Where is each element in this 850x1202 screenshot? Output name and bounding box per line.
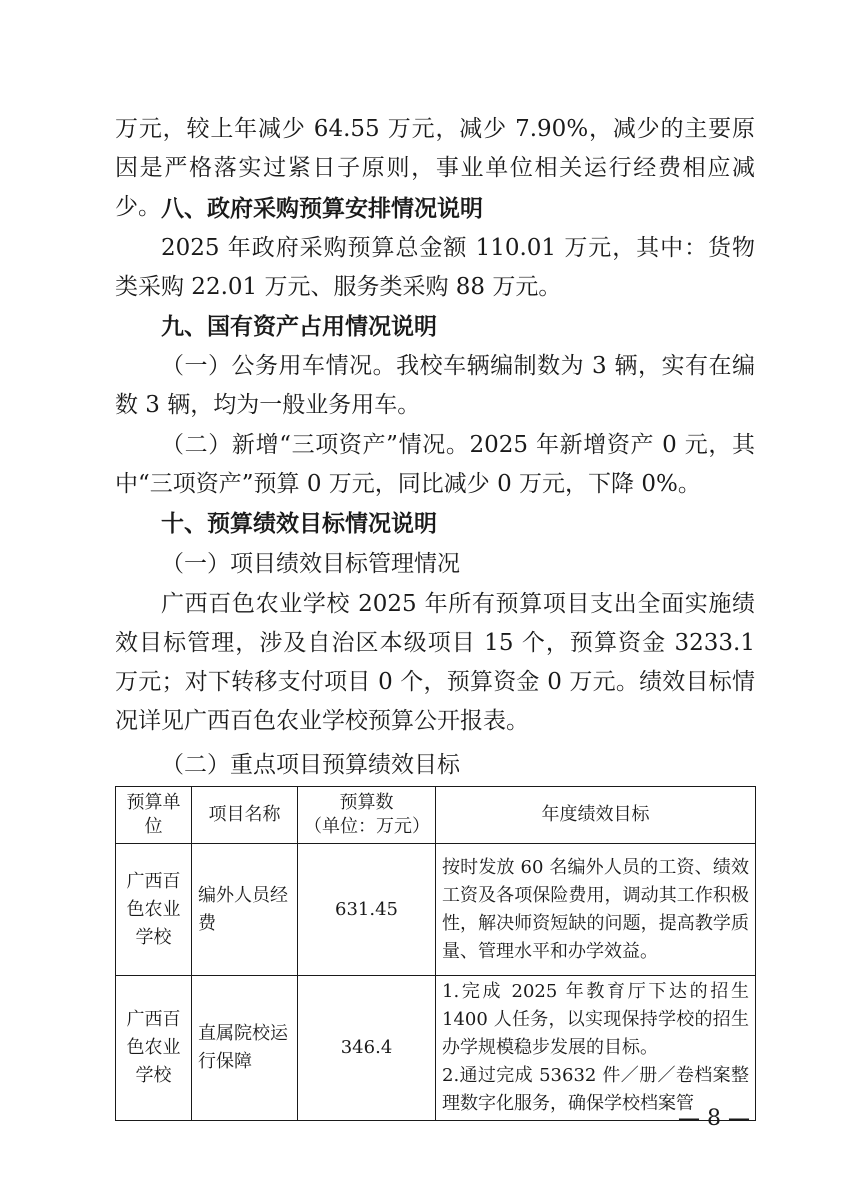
table-row <box>116 844 756 976</box>
table-row <box>116 976 756 1121</box>
row-unit: 广西百色农业学校 <box>116 844 192 976</box>
section-10-paragraph: 广西百色农业学校 2025 年所有预算项目支出全面实施绩效目标管理，涉及自治区本级项目 15 个，预算资金 3233.1 万元；对下转移支付项目 0 个，预算资金 0 万元。绩效目标情况详见广西百色农业学校预算公开报表。 <box>115 591 755 734</box>
table-header-row <box>116 787 756 844</box>
section-10-sub1-heading: （一）项目绩效目标管理情况 <box>161 551 460 577</box>
row-amount: 346.4 <box>298 976 436 1121</box>
row-amount: 631.45 <box>298 844 436 976</box>
section-9-vehicles-paragraph: （一）公务用车情况。我校车辆编制数为 3 辆，实有在编数 3 辆，均为一般业务用车。 <box>115 353 755 418</box>
page-number: — 8 — <box>678 1106 750 1131</box>
row-project-name: 编外人员经费 <box>192 844 298 976</box>
section-9-heading: 九、国有资产占用情况说明 <box>161 314 437 340</box>
header-amount <box>298 787 436 844</box>
section-8-heading: 八、政府采购预算安排情况说明 <box>161 196 483 222</box>
carryover-paragraph: 万元，较上年减少 64.55 万元，减少 7.90%，减少的主要原因是严格落实过紧日子原则，事业单位相关运行经费相应减少。 <box>115 116 755 220</box>
section-10-sub2-heading: （二）重点项目预算绩效目标 <box>161 752 460 778</box>
row-goal: 按时发放 60 名编外人员的工资、绩效工资及各项保险费用，调动其工作积极性，解决师资短缺的问题，提高教学质量、管理水平和办学效益。 <box>436 844 756 976</box>
header-name: 项目名称 <box>192 787 298 844</box>
row-project-name: 直属院校运行保障 <box>192 976 298 1121</box>
section-8-paragraph: 2025 年政府采购预算总金额 110.01 万元，其中：货物类采购 22.01 万元、服务类采购 88 万元。 <box>115 235 755 300</box>
header-goal: 年度绩效目标 <box>436 787 756 844</box>
header-amount-label: 预算数 <box>339 792 394 813</box>
header-unit: 预算单位 <box>116 787 192 844</box>
section-10-heading: 十、预算绩效目标情况说明 <box>161 511 437 537</box>
row-unit: 广西百色农业学校 <box>116 976 192 1121</box>
row-goal-item-2: 2.通过完成 53632 件／册／卷档案整理数字化服务，确保学校档案管 <box>442 1065 749 1114</box>
section-9-assets-paragraph: （二）新增“三项资产”情况。2025 年新增资产 0 元，其中“三项资产”预算 0 万元，同比减少 0 万元，下降 0%。 <box>115 432 755 497</box>
header-amount-unit: （单位：万元） <box>304 816 430 837</box>
row-goal <box>436 976 756 1121</box>
row-goal-item-1: 1.完成 2025 年教育厅下达的招生 1400 人任务，以实现保持学校的招生办学规模稳步发展的目标。 <box>442 981 749 1058</box>
key-projects-table <box>115 786 756 1121</box>
